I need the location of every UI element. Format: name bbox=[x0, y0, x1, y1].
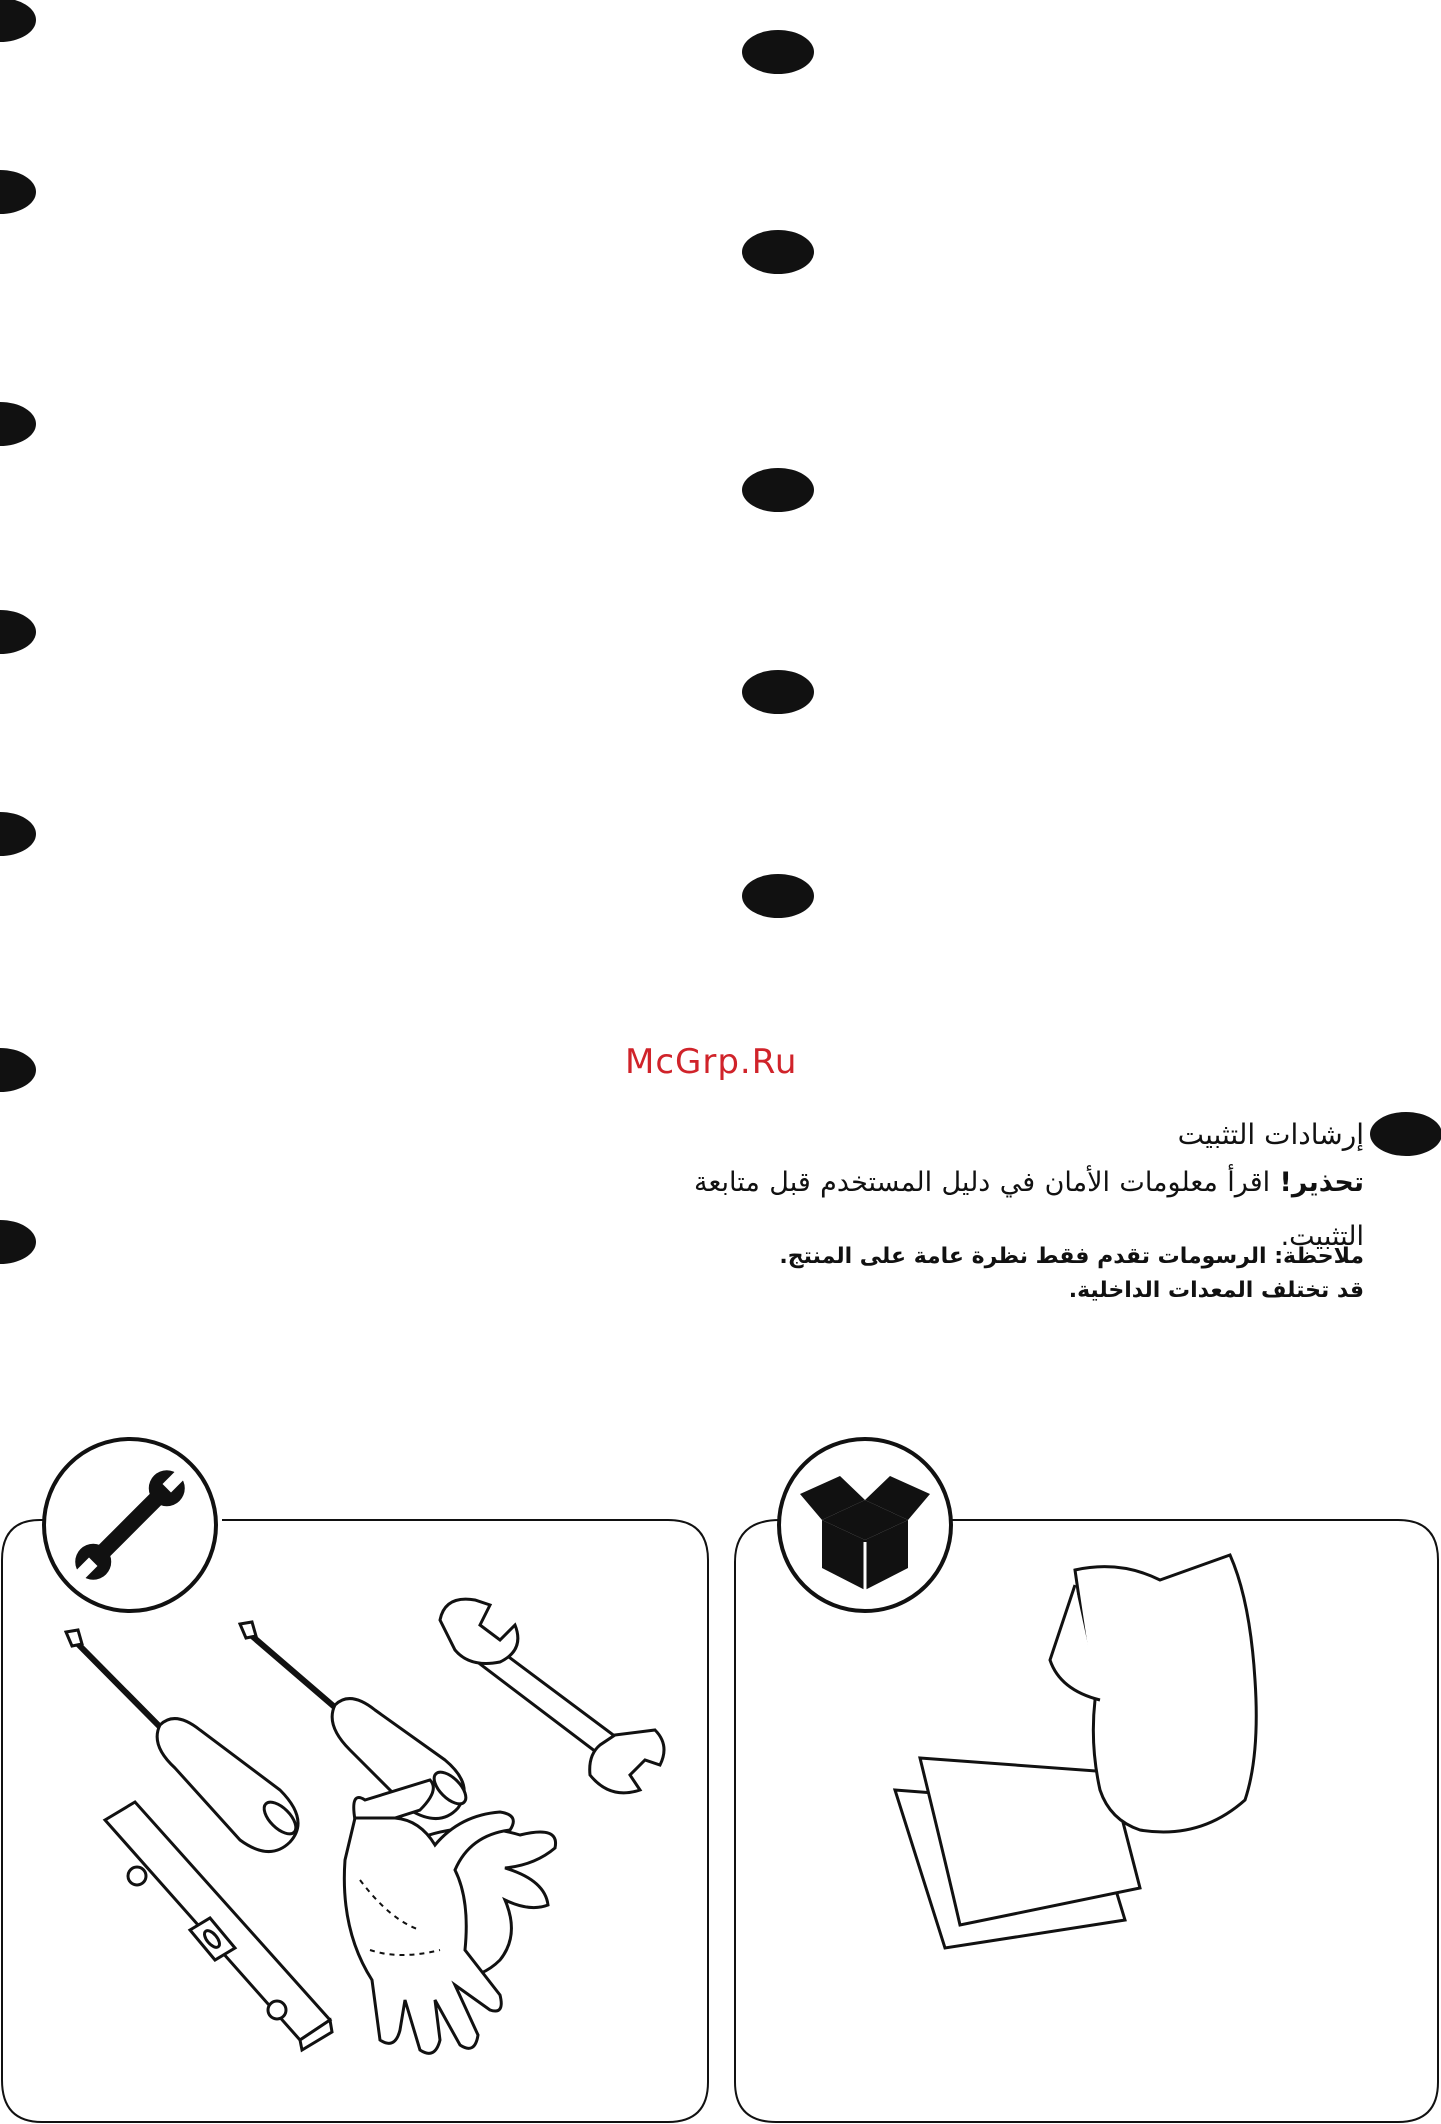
open-end-wrench-drawing bbox=[440, 1599, 664, 1793]
documents-in-bag-drawing bbox=[895, 1555, 1256, 1948]
spirit-level-drawing bbox=[105, 1802, 332, 2050]
gloves-drawing bbox=[344, 1780, 555, 2053]
box-icon bbox=[779, 1439, 951, 1611]
flat-screwdriver-drawing bbox=[66, 1630, 301, 1852]
wrench-icon bbox=[44, 1439, 216, 1611]
warning-label: تحذير! bbox=[1279, 1167, 1364, 1198]
note-line-1: ملاحظة: الرسومات تقدم فقط نظرة عامة على المنتج. bbox=[779, 1244, 1364, 1269]
instructions-title: إرشادات التثبيت bbox=[1177, 1118, 1364, 1151]
warning-text: اقرأ معلومات الأمان في دليل المستخدم قبل متابعة التثبيت. bbox=[694, 1167, 1364, 1252]
note-line-2: قد تختلف المعدات الداخلية. bbox=[1068, 1278, 1364, 1303]
watermark: McGrp.Ru bbox=[625, 1042, 798, 1082]
